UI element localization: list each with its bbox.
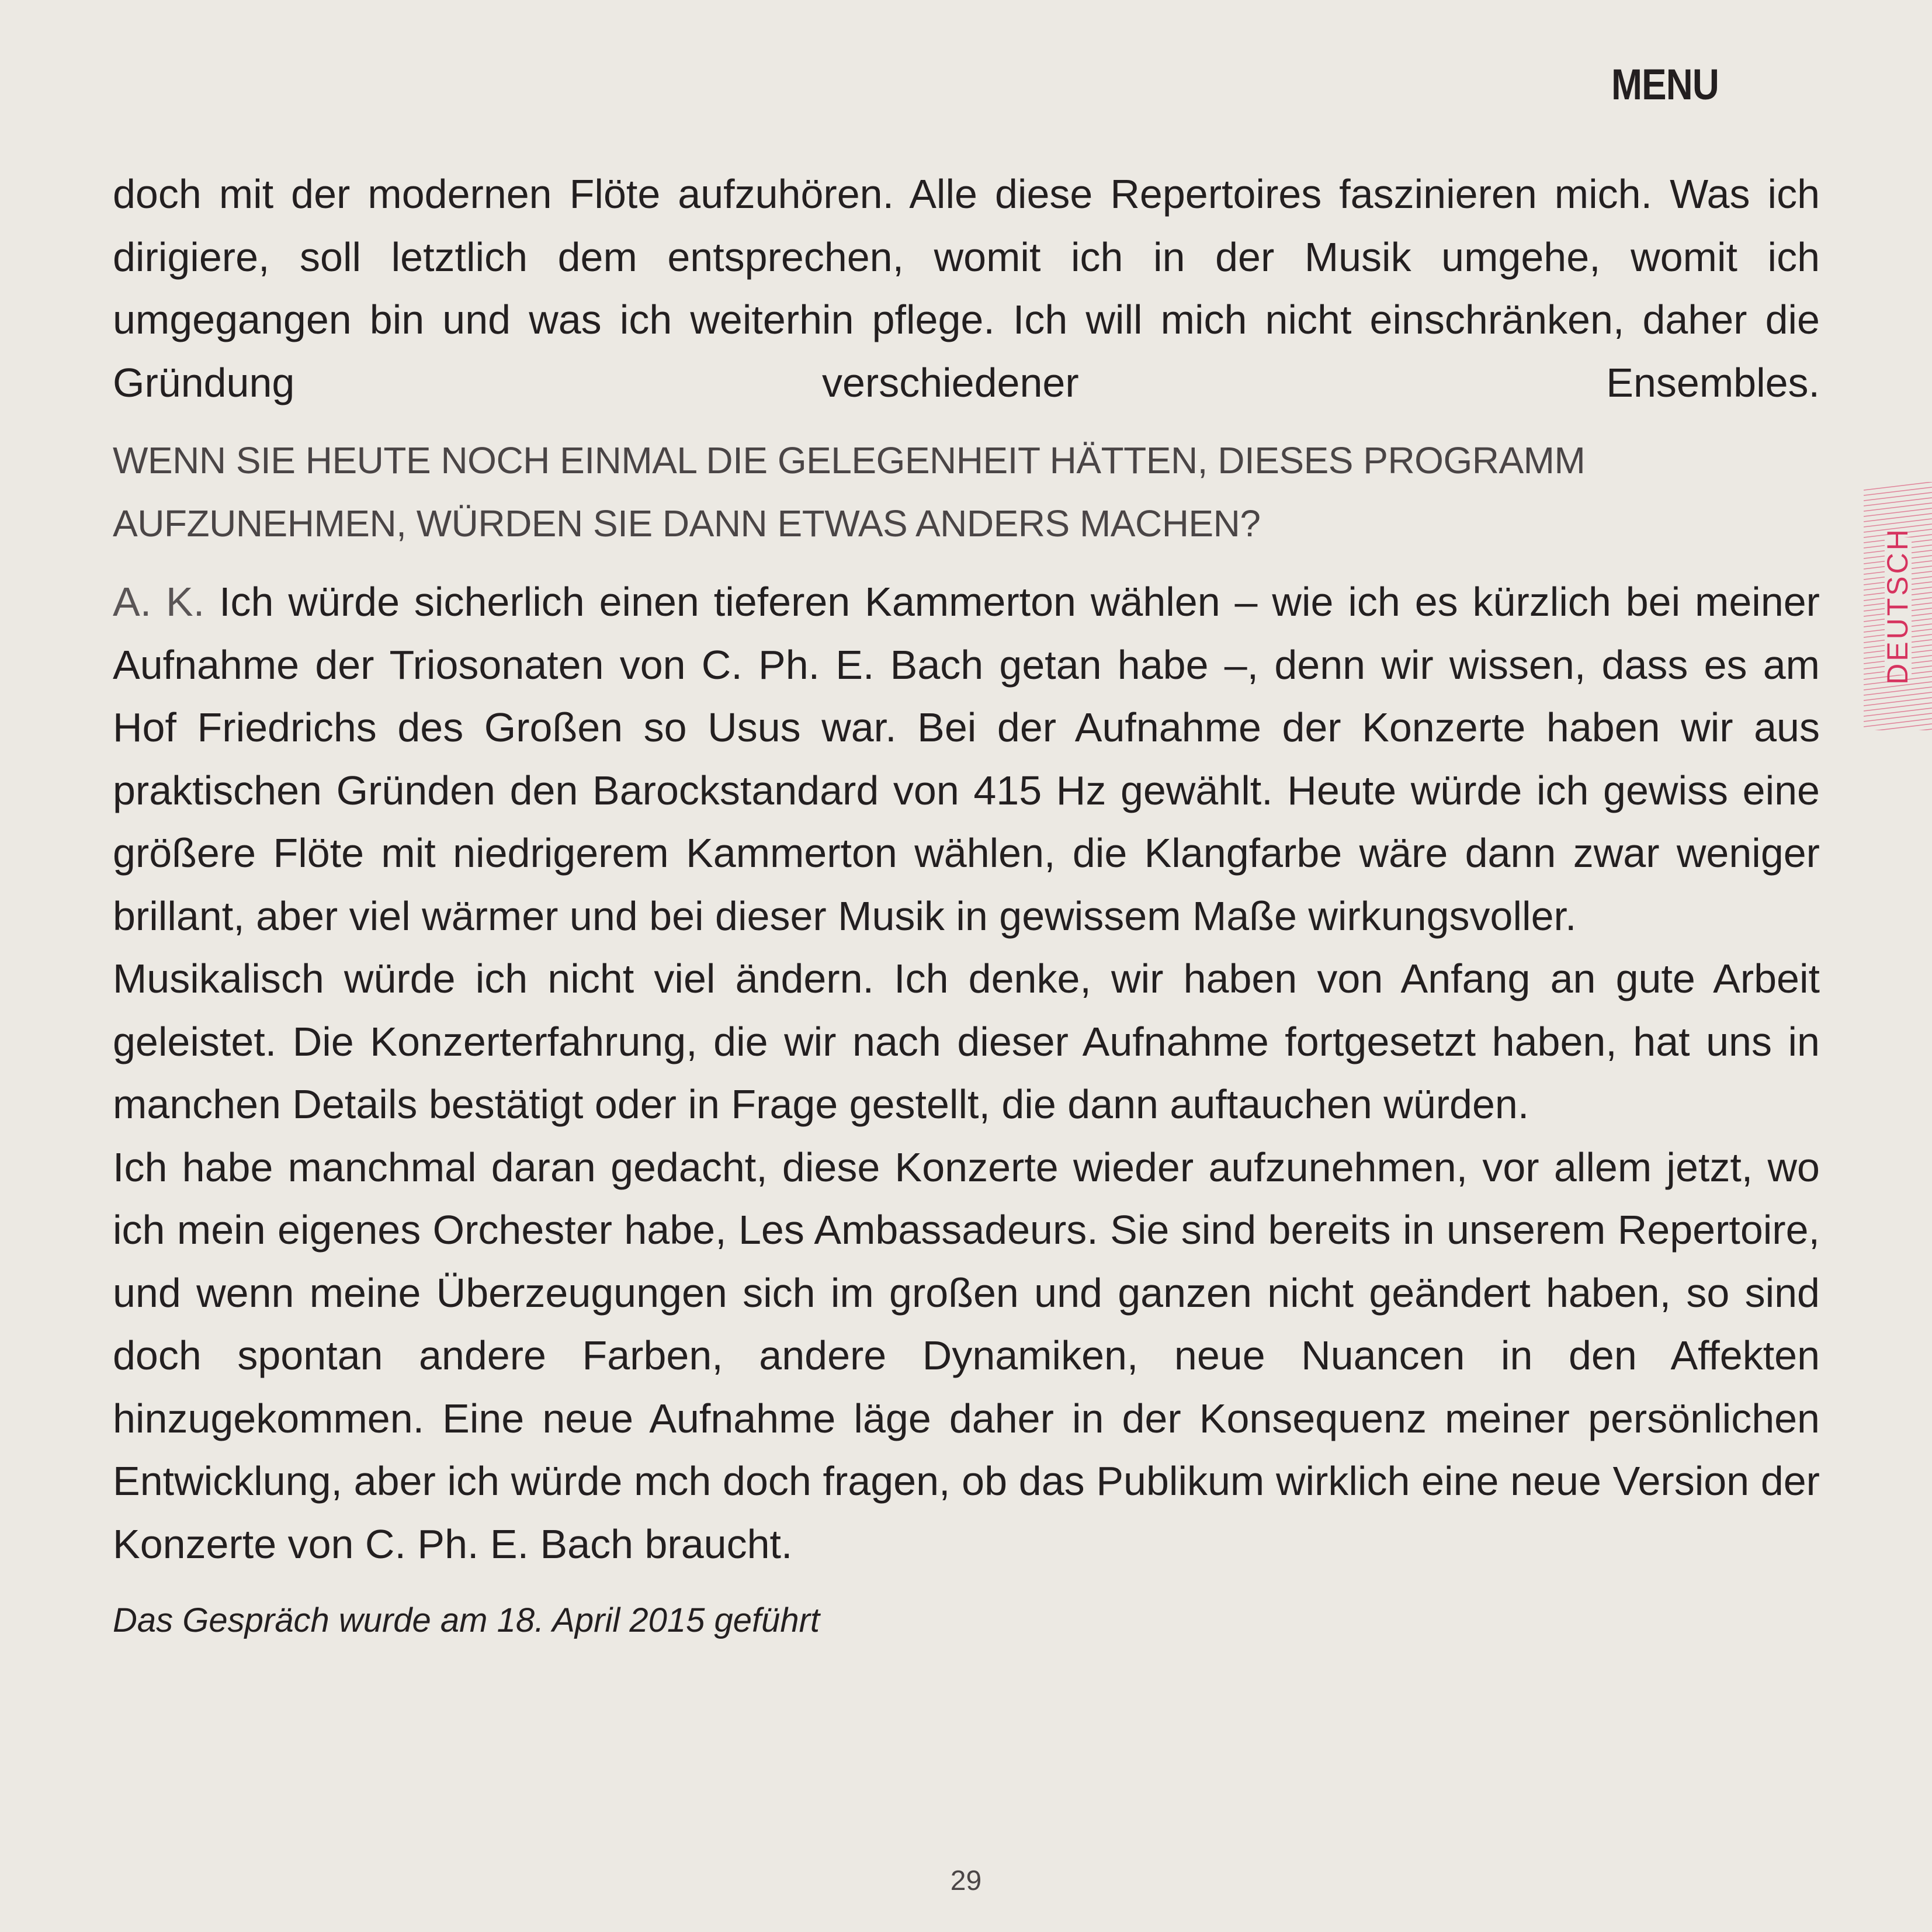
hatch-line xyxy=(1864,729,1932,730)
interview-question: WENN SIE HEUTE NOCH EINMAL DIE GELEGENHEIT HÄTTEN, DIESES PROGRAMM AUFZUNEHMEN, WÜRDEN SIE DANN ETWAS ANDERS MACHEN? xyxy=(113,439,1586,544)
answer-paragraph-1-text: Ich würde sicherlich einen tieferen Kammerton wählen – wie ich es kürzlich bei meiner Aufnahme der Triosonaten von C. Ph. E. Bach getan habe –, denn wir wissen, dass es am Hof Friedrichs des Großen so Usus war. Bei der Aufnahme der Konzerte haben wir aus praktischen Gründen den Barockstandard von 415 Hz gewählt. Heute würde ich gewiss eine größere Flöte mit niedrigerem Kammerton wählen, die Klangfarbe wäre dann zwar weniger brillant, aber viel wärmer und bei dieser Musik in gewissem Maße wirkungsvoller. xyxy=(113,579,1820,939)
continuation-text: doch mit der modernen Flöte aufzuhören. Alle diese Repertoires faszinieren mich. Was ich dirigiere, soll letztlich dem entsprechen, womit ich in der Musik umgehe, womit ich umgegangen bin und was ich weiterhin pflege. Ich will mich nicht einschränken, daher die Gründung verschiedener Ensembles. xyxy=(113,171,1820,405)
language-tab[interactable] xyxy=(1864,482,1932,730)
answer-paragraph-1 xyxy=(113,571,1820,948)
answer-paragraph-3: Ich habe manchmal daran gedacht, diese Konzerte wieder aufzunehmen, vor allem jetzt, wo ich mein eigenes Orchester habe, Les Ambassadeurs. Sie sind bereits in unserem Repertoire, und wenn meine Überzeugungen sich im großen und ganzen nicht geändert haben, so sind doch spontan andere Farben, andere Dynamiken, neue Nuancen in den Affekten hinzugekommen. Eine neue Aufnahme läge daher in der Konsequenz meiner persönlichen Entwicklung, aber ich würde mch doch fragen, ob das Publikum wirklich eine neue Version der Konzerte von C. Ph. E. Bach braucht. xyxy=(113,1144,1820,1567)
page-number: 29 xyxy=(950,1865,982,1896)
answer-speaker: A. K. xyxy=(113,579,205,625)
hatch-line xyxy=(1864,724,1932,730)
interview-answer xyxy=(113,571,1820,1576)
footnote: Das Gespräch wurde am 18. April 2015 geführt xyxy=(113,1601,820,1639)
answer-paragraph-2: Musikalisch würde ich nicht viel ändern. Ich denke, wir haben von Anfang an gute Arbeit geleistet. Die Konzerterfahrung, die wir nach dieser Aufnahme fortgesetzt haben, hat uns in manchen Details bestätigt oder in Frage gestellt, die dann auftauchen würden. xyxy=(113,956,1820,1127)
language-tab-label: DEUTSCH xyxy=(1881,527,1914,685)
menu-button[interactable]: MENU xyxy=(1611,60,1719,109)
continuation-paragraph xyxy=(113,163,1820,414)
